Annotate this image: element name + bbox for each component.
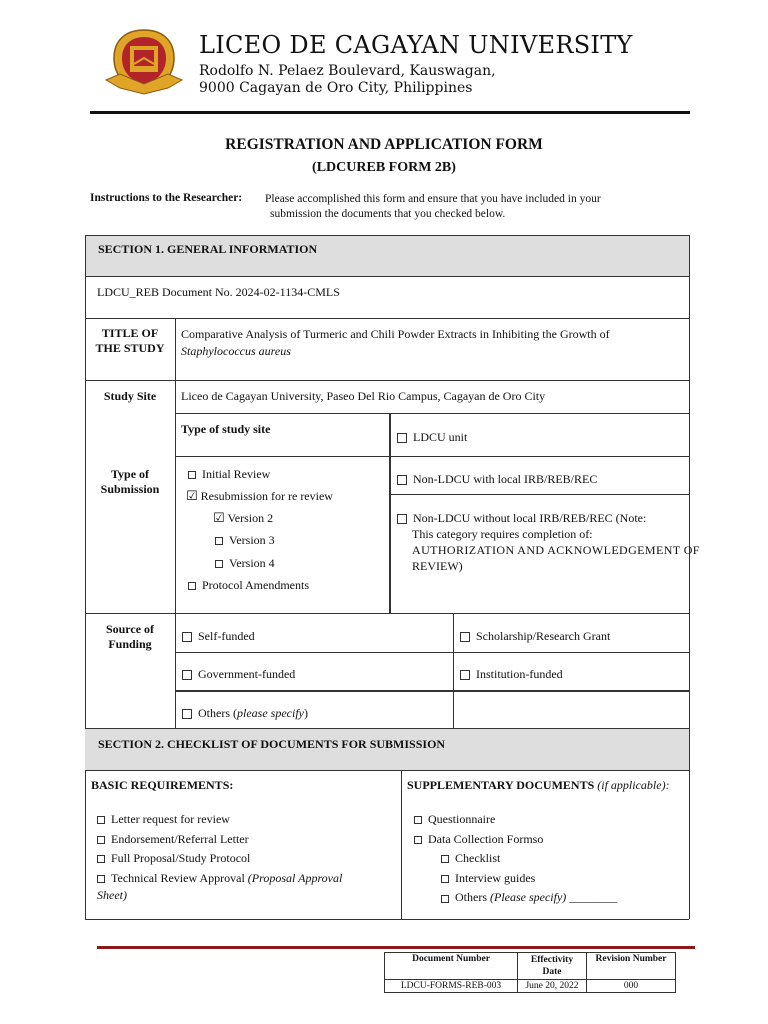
- effectivity-header-line-1: Effectivity: [530, 955, 574, 965]
- checkbox[interactable]: [182, 632, 192, 642]
- option-version-2[interactable]: [213, 511, 273, 526]
- item-note: (Proposal Approval: [247, 870, 343, 885]
- instructions-text: [265, 192, 665, 222]
- site-option-ldcu[interactable]: [397, 430, 467, 445]
- item-label: Endorsement/Referral Letter: [111, 831, 249, 846]
- basic-requirements-list: [97, 810, 342, 906]
- checked-checkbox-icon[interactable]: ☑: [186, 489, 198, 504]
- checkbox[interactable]: [397, 514, 407, 524]
- item-label: Others: [455, 890, 490, 905]
- checkbox[interactable]: [441, 875, 449, 883]
- effectivity-header-line-2: Date: [542, 967, 562, 977]
- type-of-study-site-label: Type of study site: [181, 422, 271, 436]
- option-label: Government-funded: [198, 667, 296, 681]
- checkbox[interactable]: [215, 537, 223, 545]
- effectivity-value: June 20, 2022: [518, 980, 587, 993]
- instructions-line-2: submission the documents that you checked below.: [270, 208, 506, 220]
- title-label-line-2: THE STUDY: [95, 341, 165, 355]
- section1-heading: SECTION 1. GENERAL INFORMATION: [98, 242, 318, 256]
- checkbox[interactable]: [97, 855, 105, 863]
- checkbox[interactable]: [441, 855, 449, 863]
- funding-label: [85, 622, 175, 652]
- rule: [390, 456, 689, 457]
- option-label: Institution-funded: [476, 667, 563, 681]
- rule: [85, 235, 689, 236]
- submission-type-label-line-1: Type of: [110, 467, 150, 481]
- supplementary-list: [414, 810, 617, 908]
- option-label: Protocol Amendments: [202, 578, 309, 592]
- item-note: (Please specify): [490, 890, 567, 905]
- option-label: Non-LDCU with local IRB/REB/REC: [413, 472, 598, 486]
- checkbox[interactable]: [188, 471, 196, 479]
- funding-others[interactable]: [182, 706, 308, 721]
- list-item[interactable]: [414, 888, 617, 908]
- document-info-table: [384, 952, 676, 993]
- list-item[interactable]: [414, 810, 617, 830]
- checkbox[interactable]: [97, 875, 105, 883]
- basic-requirements-heading: BASIC REQUIREMENTS:: [91, 778, 234, 792]
- rule: [175, 413, 689, 414]
- instructions-label: Instructions to the Researcher:: [90, 192, 243, 204]
- university-address: [199, 63, 496, 97]
- option-label-line-1: Non-LDCU without local IRB/REB/REC (Note:: [413, 511, 647, 525]
- submission-type-label-line-2: Submission: [100, 482, 160, 496]
- form-title: REGISTRATION AND APPLICATION FORM: [225, 136, 543, 153]
- funding-label-line-2: Funding: [108, 637, 152, 651]
- effectivity-header: [518, 953, 587, 980]
- list-item[interactable]: [414, 869, 617, 889]
- item-note-continued: Sheet): [97, 888, 127, 903]
- rule: [85, 770, 689, 771]
- item-label: Letter request for review: [111, 812, 230, 826]
- list-item[interactable]: [97, 810, 342, 830]
- option-label-line-3: AUTHORIZATION AND ACKNOWLEDGEMENT OF: [412, 543, 700, 557]
- list-item[interactable]: [97, 830, 342, 850]
- document-number: LDCU_REB Document No. 2024-02-1134-CMLS: [97, 285, 340, 299]
- option-label-italic: please specify: [237, 706, 304, 720]
- rule: [401, 770, 402, 919]
- funding-scholarship[interactable]: [460, 629, 610, 644]
- instructions-line-1: Please accomplished this form and ensure that you have included in your: [265, 193, 601, 205]
- study-site-value: Liceo de Cagayan University, Paseo Del Rio Campus, Cagayan de Oro City: [181, 389, 546, 403]
- supplementary-heading-italic: (if applicable):: [597, 778, 670, 792]
- checkbox[interactable]: [182, 670, 192, 680]
- rule: [85, 276, 689, 277]
- supplementary-heading-text: SUPPLEMENTARY DOCUMENTS: [407, 778, 598, 792]
- option-label: Others (: [198, 706, 237, 720]
- item-label: Questionnaire: [428, 812, 496, 826]
- list-item[interactable]: [414, 830, 617, 850]
- study-title: [181, 326, 610, 360]
- checkbox[interactable]: [97, 836, 105, 844]
- site-option-non-ldcu-without-irb[interactable]: [397, 510, 700, 574]
- rule: [389, 413, 391, 613]
- site-option-non-ldcu-with-irb[interactable]: [397, 472, 597, 487]
- checkbox[interactable]: [215, 560, 223, 568]
- list-item[interactable]: [97, 869, 342, 889]
- study-title-line-1: Comparative Analysis of Turmeric and Chili Powder Extracts in Inhibiting the Growth of: [181, 327, 610, 341]
- checkbox[interactable]: [182, 709, 192, 719]
- revision-value: 000: [587, 980, 676, 993]
- list-item[interactable]: [414, 849, 617, 869]
- checkbox[interactable]: [97, 816, 105, 824]
- footer-divider: [97, 946, 695, 949]
- checkbox[interactable]: [460, 670, 470, 680]
- rule: [85, 919, 689, 920]
- item-label: Interview guides: [455, 870, 536, 885]
- option-label-line-2: This category requires completion of:: [412, 527, 593, 541]
- list-item[interactable]: [97, 849, 342, 869]
- address-line-2: 9000 Cagayan de Oro City, Philippines: [199, 80, 473, 96]
- study-site-label: Study Site: [103, 389, 157, 403]
- title-label: [85, 326, 175, 356]
- checkbox[interactable]: [397, 433, 407, 443]
- option-label: Self-funded: [198, 629, 255, 643]
- rule: [390, 494, 689, 495]
- item-label: Data Collection Formso: [428, 831, 544, 846]
- section2-heading: SECTION 2. CHECKLIST OF DOCUMENTS FOR SUBMISSION: [98, 737, 446, 751]
- address-line-1: Rodolfo N. Pelaez Boulevard, Kauswagan,: [199, 63, 496, 79]
- option-label-line-4: REVIEW): [412, 559, 463, 573]
- item-label: Full Proposal/Study Protocol: [111, 851, 251, 866]
- option-version-3[interactable]: [215, 533, 275, 548]
- funding-institution[interactable]: [460, 667, 563, 682]
- option-version-4[interactable]: [215, 556, 275, 571]
- option-label: Scholarship/Research Grant: [476, 629, 611, 643]
- item-label: Checklist: [455, 851, 501, 866]
- study-title-line-2: Staphylococcus aureus: [181, 344, 291, 358]
- option-label: Version 3: [229, 533, 275, 547]
- funding-self[interactable]: [182, 629, 255, 644]
- blank-line[interactable]: ________: [569, 890, 618, 905]
- rule: [175, 456, 390, 457]
- supplementary-heading: [407, 778, 670, 793]
- checkbox[interactable]: [414, 816, 422, 824]
- checkbox[interactable]: [441, 895, 449, 903]
- option-protocol-amendments[interactable]: [188, 578, 309, 593]
- rule: [175, 652, 689, 653]
- checkbox[interactable]: [460, 632, 470, 642]
- option-label: Version 4: [229, 556, 275, 570]
- form-code: (LDCUREB FORM 2B): [312, 160, 456, 175]
- header-divider: [90, 111, 690, 114]
- checked-checkbox-icon[interactable]: ☑: [213, 511, 225, 526]
- checkbox[interactable]: [414, 836, 422, 844]
- rule: [175, 690, 689, 692]
- rule: [453, 613, 454, 728]
- checkbox[interactable]: [188, 582, 196, 590]
- doc-number-value: LDCU-FORMS-REB-003: [385, 980, 518, 993]
- option-resubmission[interactable]: [186, 489, 333, 504]
- option-label: LDCU unit: [413, 430, 468, 444]
- option-initial-review[interactable]: [188, 467, 270, 482]
- option-label: Version 2: [227, 511, 274, 525]
- item-label: Technical Review Approval: [111, 870, 248, 885]
- doc-number-header: Document Number: [385, 953, 518, 980]
- option-label: Resubmission for re review: [200, 489, 333, 503]
- university-seal-logo: [104, 28, 184, 98]
- funding-government[interactable]: [182, 667, 295, 682]
- university-name: LICEO DE CAGAYAN UNIVERSITY: [199, 31, 633, 59]
- option-label-suffix: ): [303, 706, 308, 720]
- checkbox[interactable]: [397, 475, 407, 485]
- title-label-line-1: TITLE OF: [101, 326, 159, 340]
- option-label: Initial Review: [202, 467, 271, 481]
- rule: [175, 318, 176, 728]
- submission-type-label: [85, 467, 175, 497]
- revision-header: Revision Number: [587, 953, 676, 980]
- funding-label-line-1: Source of: [105, 622, 155, 636]
- rule: [85, 728, 689, 729]
